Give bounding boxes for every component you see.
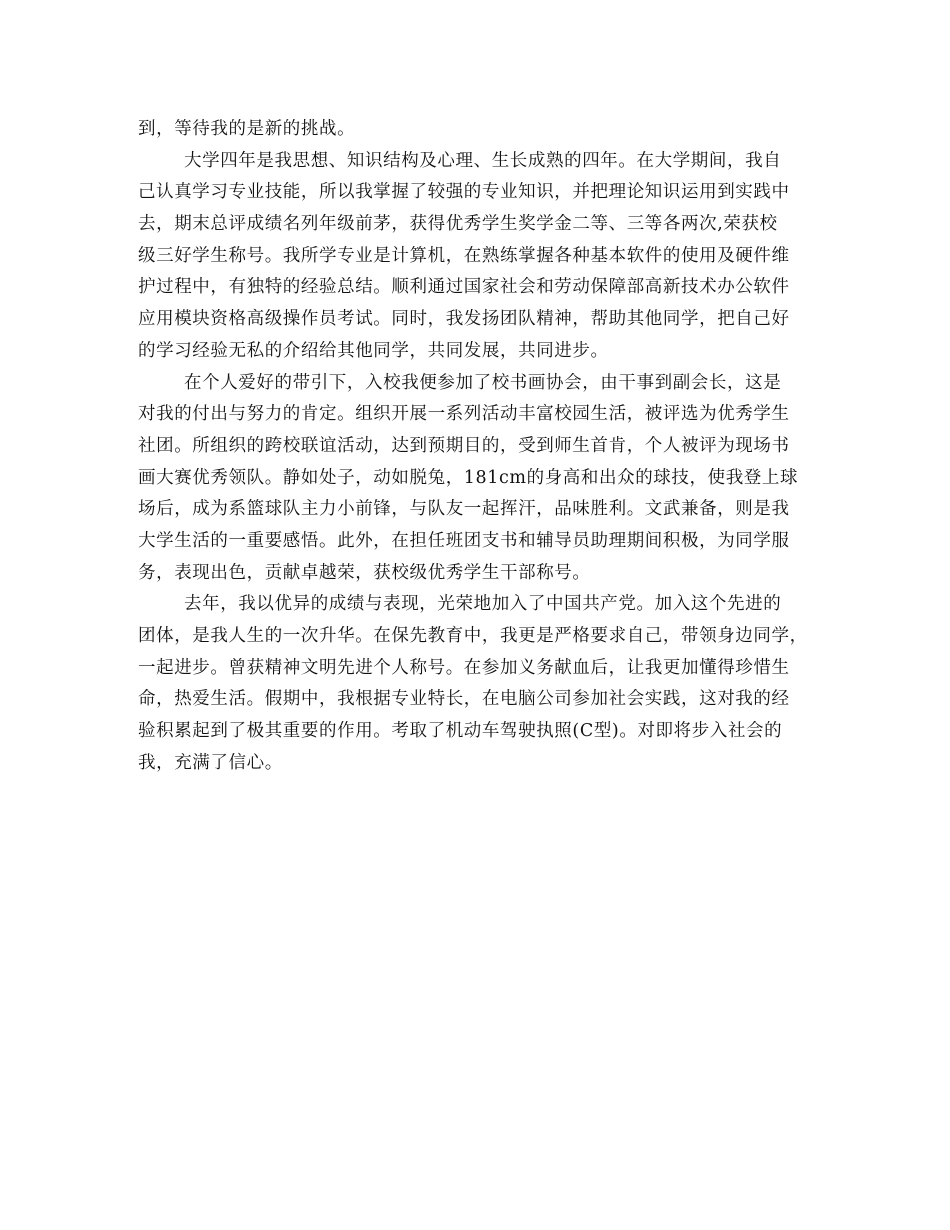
body-text: [138, 114, 828, 779]
text-line: 护过程中，有独特的经验总结。顺利通过国家社会和劳动保障部高新技术办公软件: [138, 277, 790, 298]
text-line: 去，期末总评成绩名列年级前茅，获得优秀学生奖学金二等、三等各两次,荣获校: [138, 214, 778, 235]
text-line: 级三好学生称号。我所学专业是计算机，在熟练掌握各种基本软件的使用及硬件维: [138, 245, 790, 266]
text-line: 团体，是我人生的一次升华。在保先教育中，我更是严格要求自己，带领身边同学，: [138, 626, 808, 646]
text-line: 画大赛优秀领队。静如处子，动如脱兔，181cm的身高和出众的球技，使我登上球: [138, 467, 799, 488]
text-line: 在个人爱好的带引下，入校我便参加了校书画协会，由干事到副会长，这是: [184, 372, 782, 393]
text-line: 去年，我以优异的成绩与表现，光荣地加入了中国共产党。加入这个先进的: [184, 594, 782, 615]
text-line: 大学生活的一重要感悟。此外，在担任班团支书和辅导员助理期间积极，为同学服: [138, 530, 790, 551]
text-line: 的学习经验无私的介绍给其他同学，共同发展，共同进步。: [138, 340, 609, 361]
text-line: 场后，成为系篮球队主力小前锋，与队友一起挥汗，品味胜利。文武兼备，则是我: [138, 499, 790, 520]
text-line: 社团。所组织的跨校联谊活动，达到预期目的，受到师生首肯，个人被评为现场书: [138, 435, 790, 456]
text-line: 对我的付出与努力的肯定。组织开展一系列活动丰富校园生活，被评选为优秀学生: [138, 404, 790, 425]
text-line: 我，充满了信心。: [138, 752, 283, 773]
text-line: 大学四年是我思想、知识结构及心理、生长成熟的四年。在大学期间，我自: [184, 150, 782, 171]
text-line: 己认真学习专业技能，所以我掌握了较强的专业知识，并把理论知识运用到实践中: [138, 182, 790, 203]
text-line: 验积累起到了极其重要的作用。考取了机动车驾驶执照(C型)。对即将步入社会的: [138, 721, 783, 742]
text-line: 一起进步。曾获精神文明先进个人称号。在参加义务献血后，让我更加懂得珍惜生: [138, 657, 790, 678]
text-line: 务，表现出色，贡献卓越荣，获校级优秀学生干部称号。: [138, 562, 591, 583]
text-line: 命，热爱生活。假期中，我根据专业特长，在电脑公司参加社会实践，这对我的经: [138, 689, 790, 710]
text-line: 到，等待我的是新的挑战。: [138, 119, 356, 139]
text-line: 应用模块资格高级操作员考试。同时，我发扬团队精神，帮助其他同学，把自己好: [138, 309, 790, 330]
